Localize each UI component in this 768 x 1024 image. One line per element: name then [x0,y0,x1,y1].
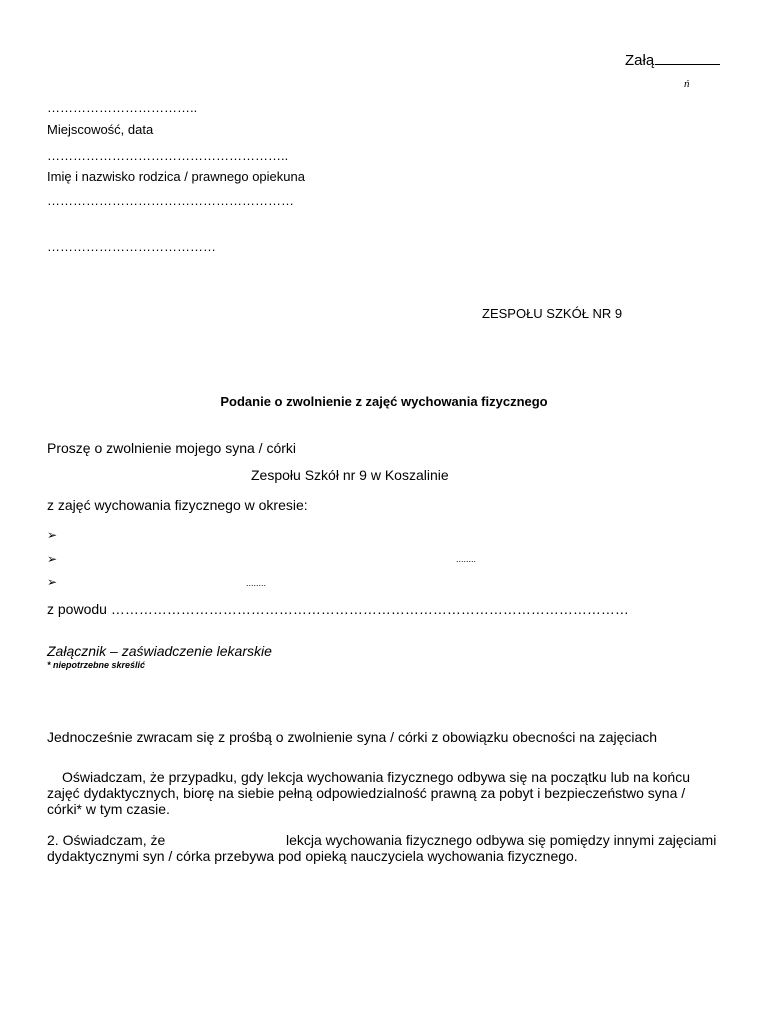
margin-mark: ń [684,78,690,90]
document-title: Podanie o zwolnienie z zajęć wychowania fizycznego [220,394,548,409]
additional-request: Jednocześnie zwracam się z prośbą o zwolnienie syna / córki z obowiązku obecności na zajęciach [47,729,658,745]
attachment-note: Załącznik – zaświadczenie lekarskie [47,643,272,659]
address-dots-2: ………………………………… [47,239,216,254]
statement-2-line-2: dydaktycznymi syn / córka przebywa pod opieką nauczyciela wychowania fizycznego. [47,848,578,864]
period-line: z zajęć wychowania fizycznego w okresie: [47,497,308,513]
attachment-label [625,52,720,69]
statement-2-start: 2. Oświadczam, że [47,832,166,848]
footnote: * niepotrzebne skreślić [47,660,146,670]
bullet-2-dots: ........ [456,554,477,564]
parent-name-label: Imię i nazwisko rodzica / prawnego opiekuna [47,169,305,184]
parent-name-dots: ……………………………………………….. [47,148,289,163]
address-dots-1: ………………………………………………… [47,193,294,208]
attachment-label-text: Załą [625,52,655,69]
place-date-dots: …………………………….. [47,100,198,115]
statement-2-rest: lekcja wychowania fizycznego odbywa się pomiędzy innymi zajęciami [286,832,717,848]
bullet-icon-2: ➢ [47,552,58,566]
attachment-number-line [655,64,720,65]
recipient-school: ZESPOŁU SZKÓŁ NR 9 [482,306,623,321]
request-line: Proszę o zwolnienie mojego syna / córki [47,440,297,456]
school-line: Zespołu Szkół nr 9 w Koszalinie [251,467,449,483]
bullet-3-dots: ........ [246,578,267,588]
statement-1: Oświadczam, że przypadku, gdy lekcja wychowania fizycznego odbywa się na początku lub na końcu zajęć dydaktycznych, biorę na siebie pełną odpowiedzialność prawną za pobyt i bezpieczeństwo syna / córki* w tym czasie. [47,769,690,817]
place-date-label: Miejscowość, data [47,122,154,137]
bullet-icon-3: ➢ [47,575,58,589]
bullet-icon-1: ➢ [47,528,58,542]
reason-line: z powodu ………………………………………………………………………………………………… [47,601,629,617]
